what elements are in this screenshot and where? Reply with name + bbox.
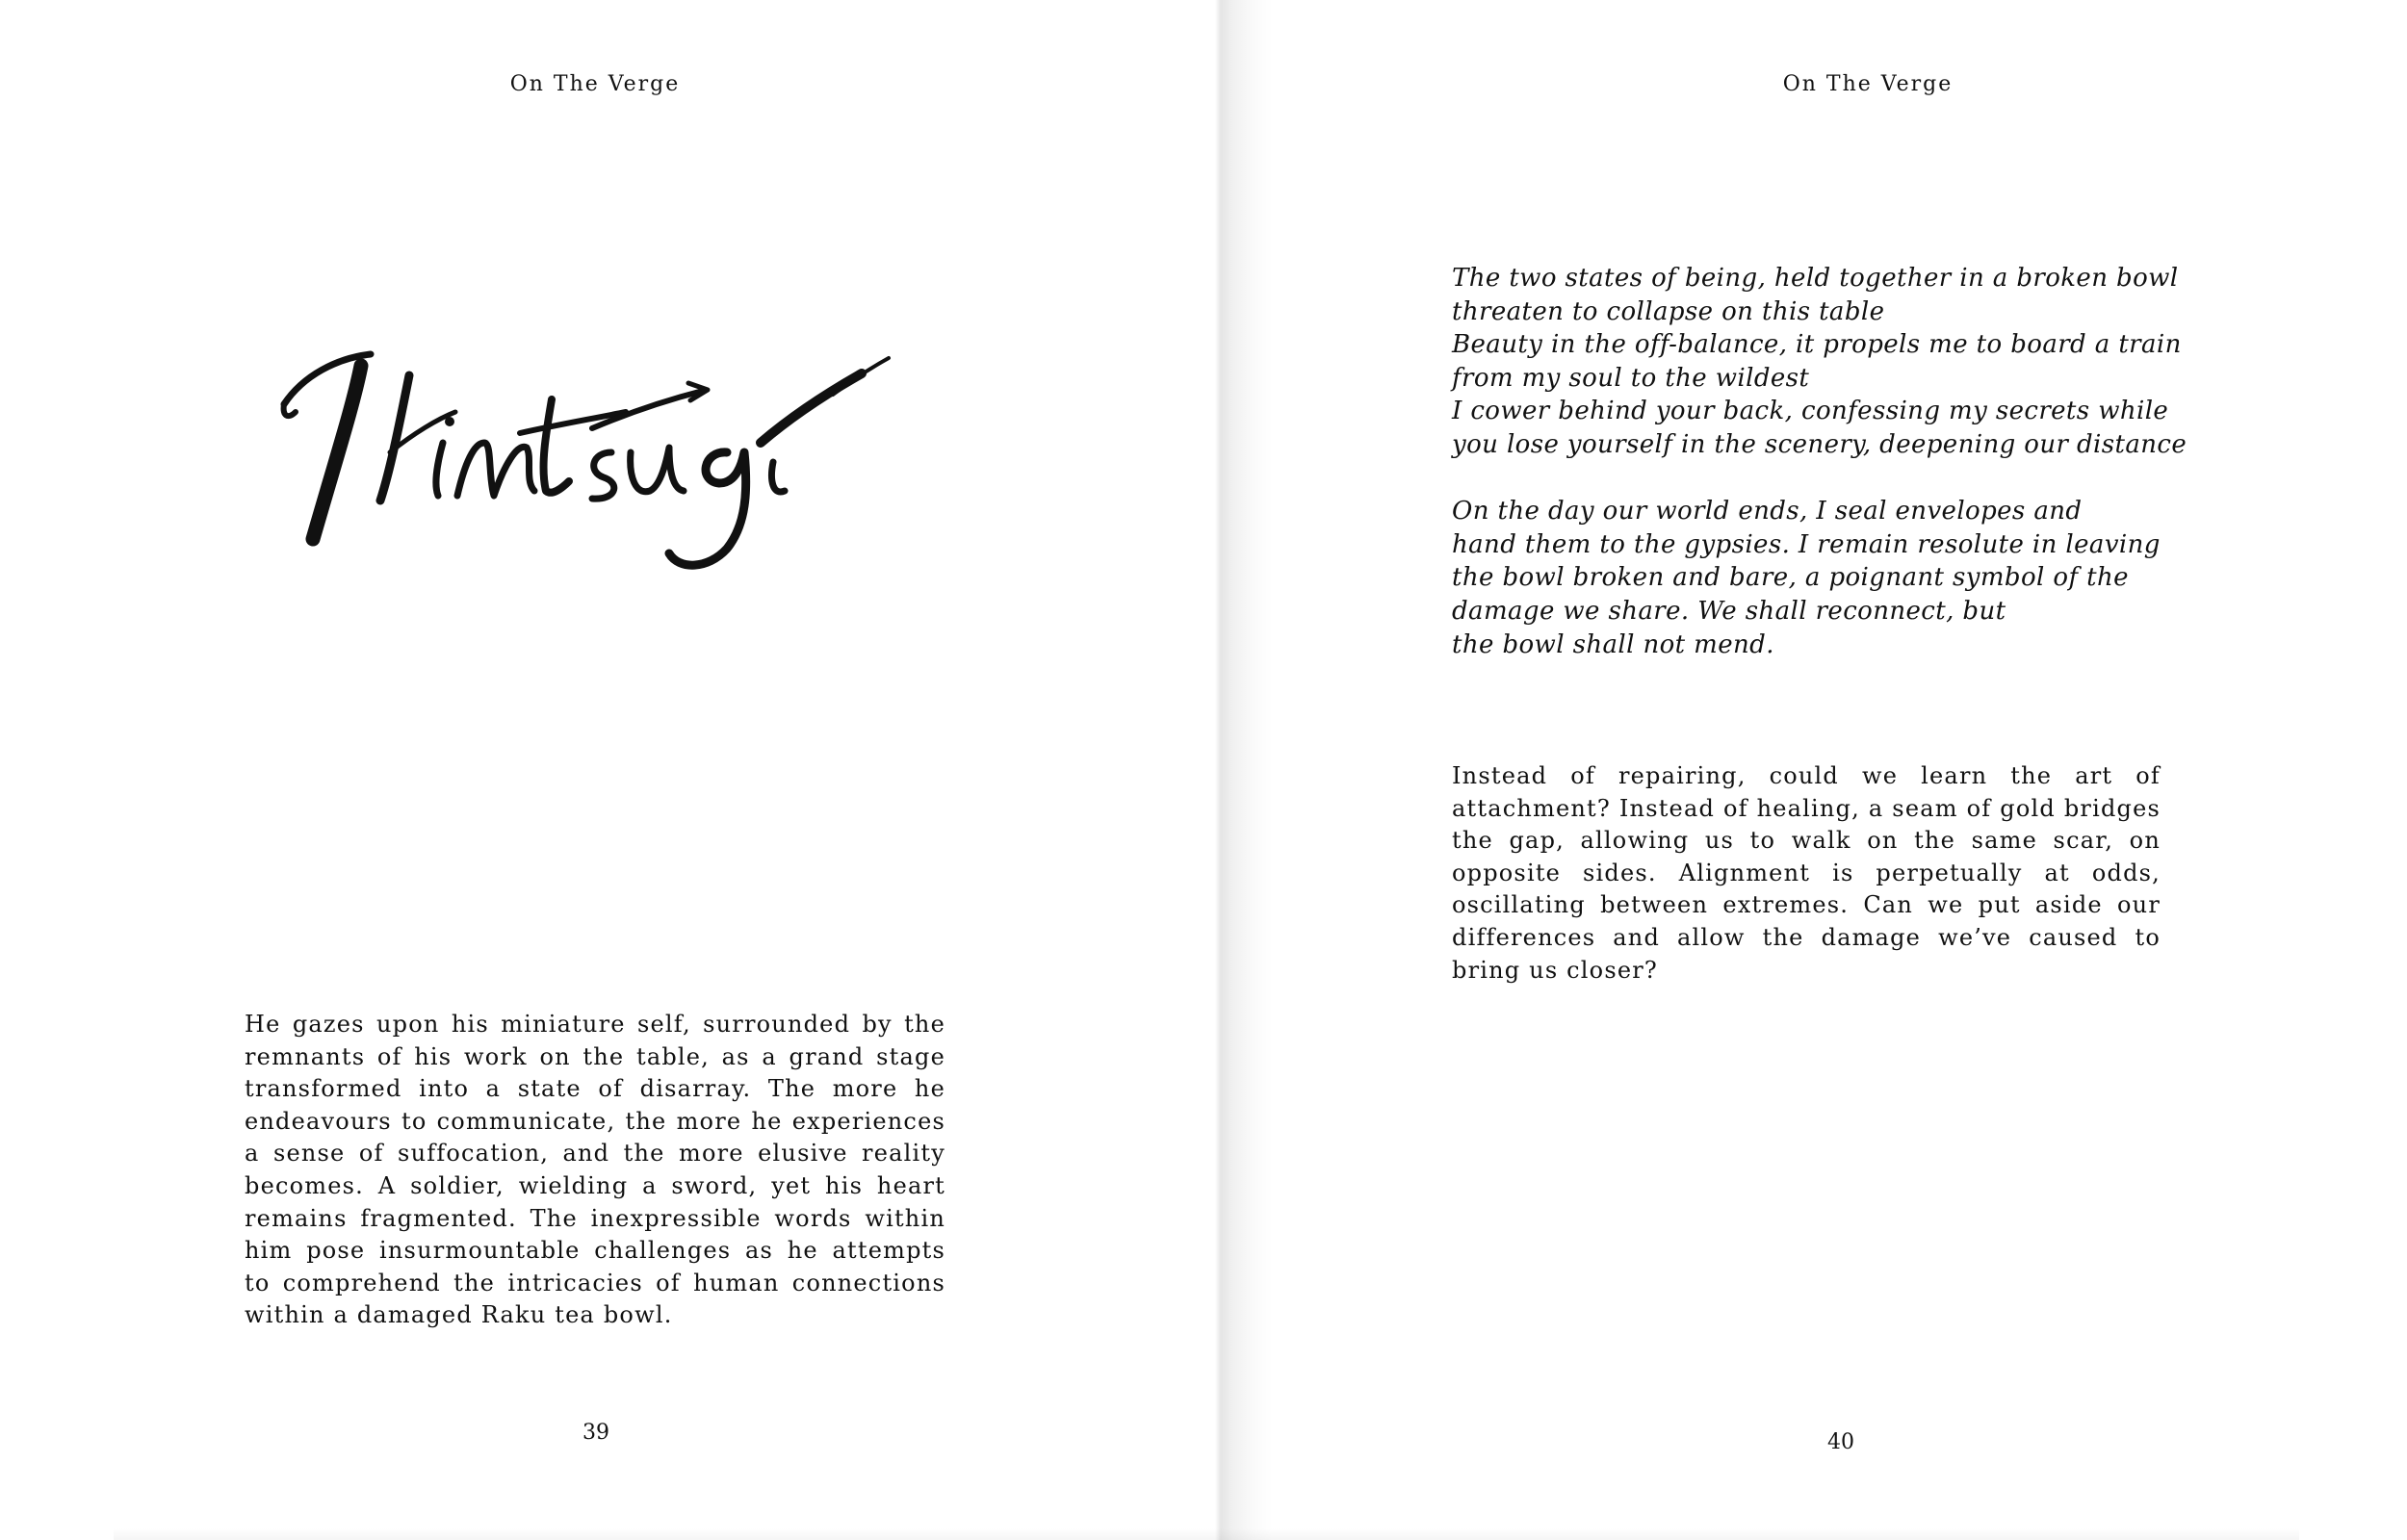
poem-line: The two states of being, held together in a broken bowl xyxy=(1452,264,2179,293)
poem-line: On the day our world ends, I seal envelopes and xyxy=(1452,497,2083,526)
poem-line: threaten to collapse on this table xyxy=(1452,296,1885,326)
poem-line: Beauty in the off-balance, it propels me to board a train xyxy=(1452,330,2182,360)
kintsugi-calligraphy xyxy=(246,298,958,597)
running-head-left: On The Verge xyxy=(509,72,681,96)
poem xyxy=(1452,262,2213,695)
right-page xyxy=(1221,0,2407,1540)
poem-line: from my soul to the wildest xyxy=(1452,363,1810,393)
poem-line: hand them to the gypsies. I remain resolute in leaving xyxy=(1452,529,2161,559)
running-head-right: On The Verge xyxy=(1782,72,1954,96)
page-number-left: 39 xyxy=(582,1421,609,1445)
poem-line: the bowl shall not mend. xyxy=(1452,629,1774,659)
poem-line: you lose yourself in the scenery, deepening our distance xyxy=(1452,429,2187,459)
poem-stanza-2 xyxy=(1452,495,2213,661)
left-body-paragraph: He gazes upon his miniature self, surrounded by the remnants of his work on the table, as a grand stage transformed into a state of disarray. The more he endeavours to communicate, the more he experiences a sense of suffocation, and the more elusive reality becomes. A soldier, wielding a sword, yet his heart remains fragmented. The inexpressible words within him pose insurmountable challenges as he attempts to comprehend the intricacies of human connections within a damaged Raku tea bowl. xyxy=(245,1011,945,1329)
poem-line: I cower behind your back, confessing my secrets while xyxy=(1452,397,2169,426)
poem-stanza-1 xyxy=(1452,262,2213,462)
right-body-paragraph: Instead of repairing, could we learn the art of attachment? Instead of healing, a seam of gold bridges the gap, allowing us to walk on the same scar, on opposite sides. Alignment is perpetually at odds, oscillating between extremes. Can we put aside our differences and allow the damage we’ve caused to bring us closer? xyxy=(1452,762,2161,984)
poem-line: damage we share. We shall reconnect, but xyxy=(1452,596,2006,626)
page-number-right: 40 xyxy=(1827,1430,1854,1454)
poem-line: the bowl broken and bare, a poignant symbol of the xyxy=(1452,563,2129,593)
